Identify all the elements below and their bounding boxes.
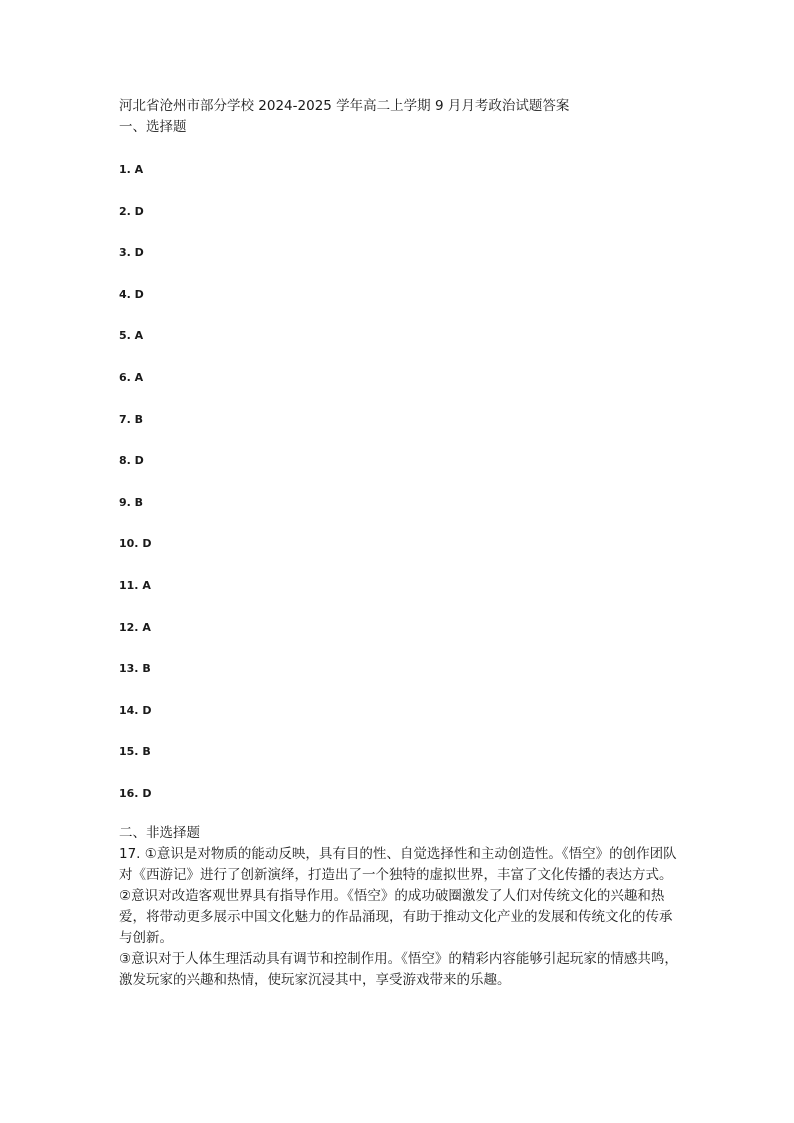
answer-item: 6. A xyxy=(119,370,144,384)
answer-item: 12. A xyxy=(119,620,151,634)
q17-paragraph-3: ③意识对于人体生理活动具有调节和控制作用。《悟空》的精彩内容能够引起玩家的情感共鸣，激发玩家的兴趣和热情，使玩家沉浸其中，享受游戏带来的乐趣。 xyxy=(119,950,678,988)
q17-paragraph-2: ②意识对改造客观世界具有指导作用。《悟空》的成功破圈激发了人们对传统文化的兴趣和热爱，将带动更多展示中国文化魅力的作品涌现，有助于推动文化产业的发展和传统文化的传承与创新。 xyxy=(119,887,673,946)
answer-item: 5. A xyxy=(119,329,144,343)
answer-item: 7. B xyxy=(119,412,144,426)
answer-item: 11. A xyxy=(119,578,151,592)
answer-item: 4. D xyxy=(119,287,144,301)
answer-item: 14. D xyxy=(119,703,152,717)
answer-item: 15. B xyxy=(119,745,151,759)
section1-heading: 一、选择题 xyxy=(119,119,187,135)
section2-heading: 二、非选择题 xyxy=(119,824,200,841)
answer-item: 1. A xyxy=(119,163,144,176)
section2 xyxy=(119,823,679,991)
answer-item: 13. B xyxy=(119,662,151,676)
answer-item: 16. D xyxy=(119,786,152,800)
answer-item: 10. D xyxy=(119,537,152,551)
answer-item: 3. D xyxy=(119,246,144,260)
answer-item: 8. D xyxy=(119,454,144,468)
answer-item: 2. D xyxy=(119,204,144,218)
answer-list xyxy=(119,163,679,801)
answer-item: 9. B xyxy=(119,495,144,509)
q17-paragraph-1: 17. ①意识是对物质的能动反映，具有目的性、自觉选择性和主动创造性。《悟空》的创作团队对《西游记》进行了创新演绎，打造出了一个独特的虚拟世界，丰富了文化传播的表达方式。 xyxy=(119,845,677,883)
document-page xyxy=(119,96,679,991)
document-title: 河北省沧州市部分学校 2024-2025 学年高二上学期 9 月月考政治试题答案 xyxy=(119,98,570,114)
